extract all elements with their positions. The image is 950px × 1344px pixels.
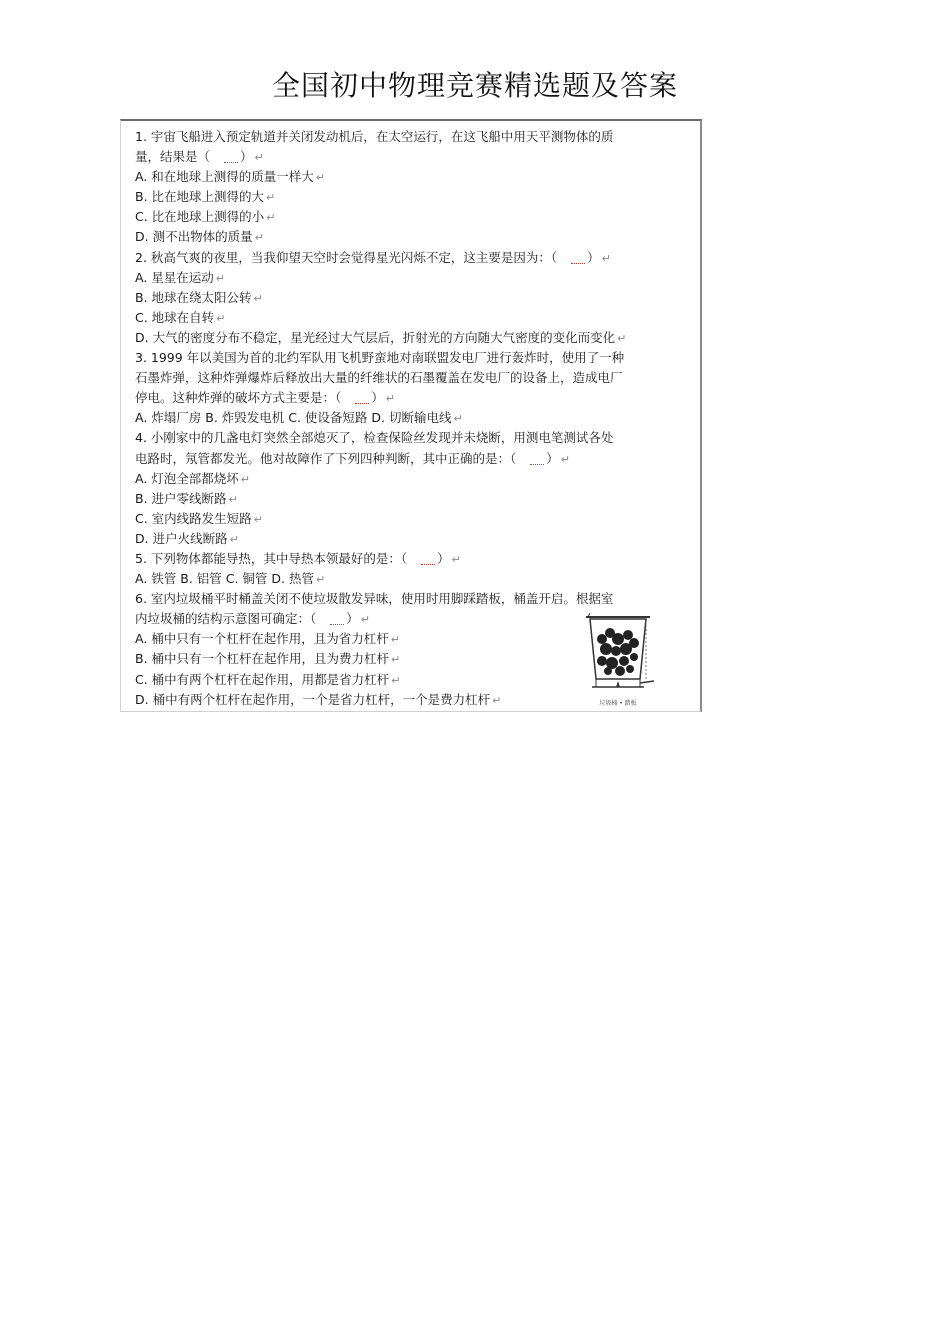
question-line — [135, 589, 690, 609]
line-text: 石墨炸弹，这种炸弹爆炸后释放出大量的纤维状的石墨覆盖在发电厂的设备上，造成电厂 — [135, 370, 623, 386]
spellcheck-squiggle — [421, 560, 435, 565]
paragraph-mark-icon: ↵ — [617, 331, 627, 345]
question-line — [135, 408, 690, 428]
paragraph-mark-icon: ↵ — [315, 573, 326, 587]
paragraph-mark-icon: ↵ — [601, 251, 611, 265]
question-line — [135, 388, 690, 408]
line-text: D. 桶中有两个杠杆在起作用，一个是省力杠杆，一个是费力杠杆 — [135, 691, 491, 707]
line-text: D. 测不出物体的质量 — [135, 229, 253, 245]
question-line — [135, 268, 690, 288]
question-line — [135, 167, 690, 187]
line-text: A. 炸塌厂房 B. 炸毁发电机 C. 使设备短路 D. 切断输电线 — [135, 410, 452, 426]
question-line — [135, 489, 690, 509]
line-text: 4. 小刚家中的几盏电灯突然全部熄灭了，检查保险丝发现并未烧断，用测电笔测试各处 — [135, 430, 614, 446]
question-line — [135, 127, 690, 147]
closing-paren: ） — [346, 611, 359, 627]
line-text: A. 灯泡全部都烧坏 — [135, 470, 239, 486]
question-line — [135, 248, 690, 268]
paragraph-mark-icon: ↵ — [266, 191, 276, 205]
paragraph-mark-icon: ↵ — [453, 412, 463, 426]
question-line — [135, 569, 690, 589]
line-text: C. 室内线路发生短路 — [135, 510, 252, 526]
question-line — [135, 308, 690, 328]
closing-paren: ） — [587, 249, 600, 265]
question-line — [135, 227, 690, 247]
answer-blank — [210, 147, 240, 167]
paragraph-mark-icon: ↵ — [253, 291, 263, 305]
line-text: A. 桶中只有一个杠杆在起作用，且为省力杠杆 — [135, 631, 389, 647]
line-text: B. 进户零线断路 — [135, 490, 227, 506]
line-text: A. 星星在运动 — [135, 269, 214, 285]
question-line — [135, 549, 690, 569]
line-text: 6. 室内垃圾桶平时桶盖关闭不使垃圾散发异味，使用时用脚踩踏板，桶盖开启。根据室 — [135, 591, 614, 607]
line-text: D. 大气的密度分布不稳定，星光经过大气层后，折射光的方向随大气密度的变化而变化 — [135, 329, 616, 345]
paragraph-mark-icon: ↵ — [385, 392, 395, 406]
question-line — [135, 449, 690, 469]
answer-blank — [316, 609, 346, 629]
line-text: 5. 下列物体都能导热，其中导热本领最好的是：（ — [135, 550, 408, 566]
diagram-caption: 垃圾桶 • 踏板 — [599, 700, 637, 707]
line-text: 量，结果是（ — [135, 149, 211, 165]
paragraph-mark-icon: ↵ — [390, 633, 400, 647]
question-line — [135, 328, 690, 348]
line-text: C. 比在地球上测得的小 — [135, 209, 265, 225]
document-title: 全国初中物理竞赛精选题及答案 — [271, 69, 678, 102]
line-text: 停电。这种炸弹的破坏方式主要是：（ — [135, 390, 342, 406]
spellcheck-squiggle — [530, 460, 544, 465]
question-line — [135, 428, 690, 448]
paragraph-mark-icon: ↵ — [240, 472, 250, 486]
closing-paren: ） — [239, 149, 253, 165]
paragraph-mark-icon: ↵ — [216, 311, 226, 325]
question-line — [135, 207, 690, 227]
paragraph-mark-icon: ↵ — [215, 271, 225, 285]
question-line — [135, 368, 690, 388]
line-text: A. 和在地球上测得的质量一样大 — [135, 169, 314, 185]
spellcheck-squiggle — [224, 158, 238, 163]
question-line — [135, 288, 690, 308]
line-text: A. 铁管 B. 铝管 C. 铜管 D. 热管 — [135, 571, 314, 587]
line-text: D. 进户火线断路 — [135, 530, 228, 546]
line-text: B. 地球在绕太阳公转 — [135, 289, 252, 305]
paragraph-mark-icon: ↵ — [391, 653, 401, 667]
question-line — [135, 147, 690, 167]
line-text: 电路时，氖管都发光。他对故障作了下列四种判断，其中正确的是：（ — [135, 450, 517, 466]
scanned-question-sheet — [120, 119, 702, 712]
line-text: C. 地球在自转 — [135, 309, 215, 325]
line-text: 2. 秋高气爽的夜里，当我仰望天空时会觉得星光闪烁不定，这主要是因为：（ — [135, 249, 558, 265]
question-line — [135, 529, 690, 549]
line-text: B. 桶中只有一个杠杆在起作用，且为费力杠杆 — [135, 651, 390, 667]
answer-blank — [341, 388, 371, 408]
closing-paren: ） — [437, 550, 450, 566]
paragraph-mark-icon: ↵ — [253, 512, 263, 526]
paragraph-mark-icon: ↵ — [266, 211, 276, 225]
paragraph-mark-icon: ↵ — [228, 492, 238, 506]
paragraph-mark-icon: ↵ — [315, 171, 325, 185]
answer-blank — [557, 248, 587, 268]
paragraph-mark-icon: ↵ — [254, 231, 264, 245]
trash-bin-diagram — [580, 609, 656, 695]
spellcheck-squiggle — [571, 259, 585, 264]
question-line — [135, 348, 690, 368]
line-text: B. 比在地球上测得的大 — [135, 189, 265, 205]
paragraph-mark-icon: ↵ — [451, 552, 461, 566]
closing-paren: ） — [546, 450, 559, 466]
paragraph-mark-icon: ↵ — [229, 532, 239, 546]
spellcheck-squiggle — [355, 399, 369, 404]
question-line — [135, 469, 690, 489]
spellcheck-squiggle — [330, 620, 344, 625]
paragraph-mark-icon: ↵ — [560, 452, 570, 466]
question-line — [135, 187, 690, 207]
closing-paren: ） — [371, 390, 384, 406]
paragraph-mark-icon: ↵ — [254, 151, 264, 165]
line-text: 1. 宇宙飞船进入预定轨道并关闭发动机后，在太空运行，在这飞船中用天平测物体的质 — [135, 129, 614, 144]
question-line — [135, 509, 690, 529]
paragraph-mark-icon: ↵ — [391, 673, 401, 687]
line-text: 内垃圾桶的结构示意图可确定：（ — [135, 611, 317, 627]
paragraph-mark-icon: ↵ — [492, 693, 502, 707]
line-text: C. 桶中有两个杠杆在起作用，用都是省力杠杆 — [135, 671, 390, 687]
line-text: 3. 1999 年以美国为首的北约军队用飞机野蛮地对南联盟发电厂进行轰炸时，使用了一种 — [135, 350, 625, 366]
answer-blank — [407, 549, 437, 569]
paragraph-mark-icon: ↵ — [360, 613, 370, 627]
answer-blank — [516, 449, 546, 469]
